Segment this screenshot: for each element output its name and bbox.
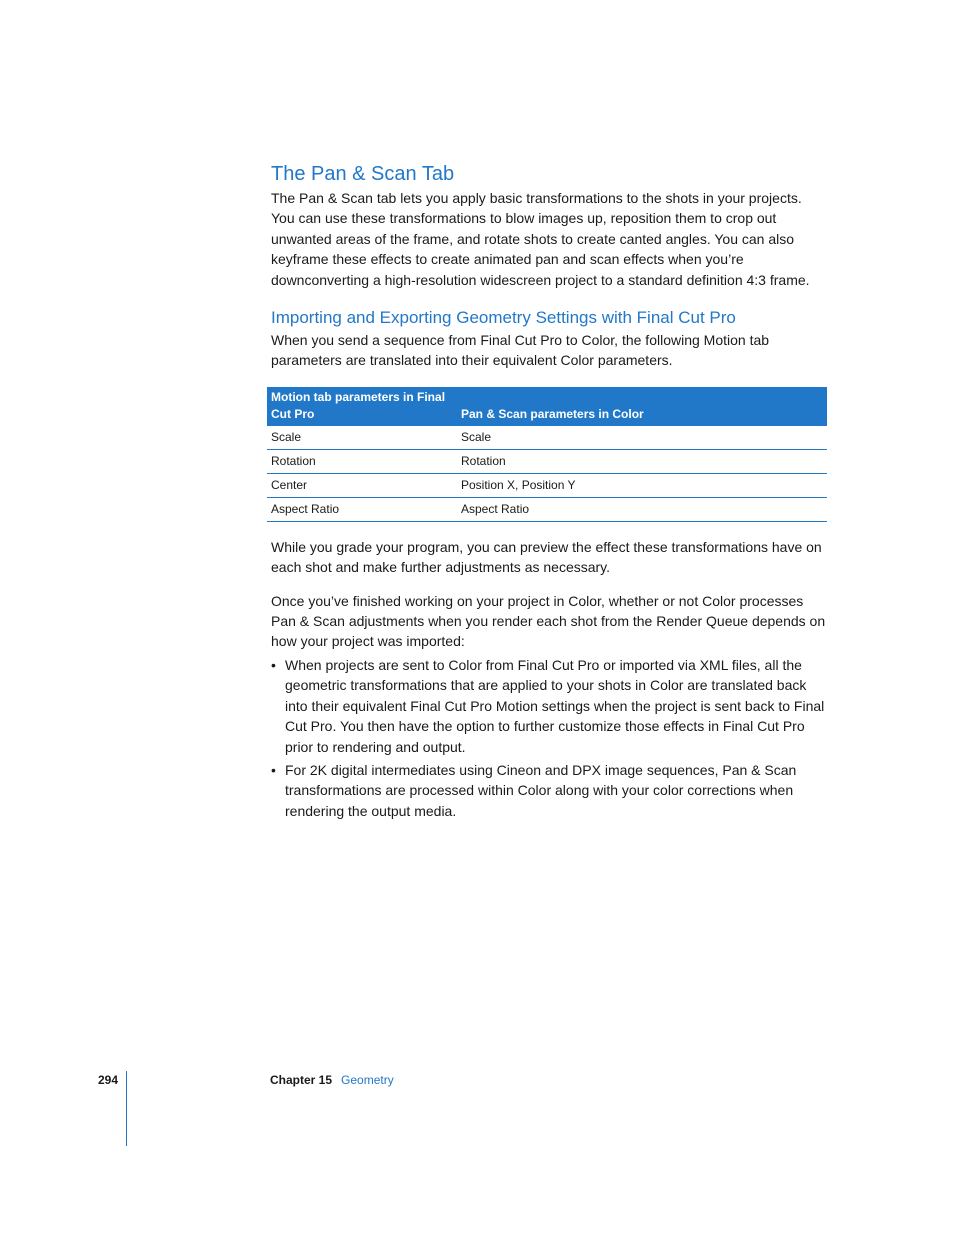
- footer-divider: [126, 1071, 127, 1146]
- table-cell: Aspect Ratio: [267, 497, 457, 521]
- list-item: [271, 655, 827, 757]
- list-item: [271, 760, 827, 821]
- list-item-text: For 2K digital intermediates using Cineon and DPX image sequences, Pan & Scan transformations are processed within Color along with your color corrections when rendering the output media.: [285, 761, 797, 819]
- list-item-text: When projects are sent to Color from Final Cut Pro or imported via XML files, all the geometric transformations that are applied to your shots in Color are translated back into their equivalent Final Cut Pro Motion settings when the project is sent back to Final Cut Pro. You then have the option to further customize those effects in Final Cut Pro prior to rendering and output.: [285, 656, 825, 755]
- subsection-intro: When you send a sequence from Final Cut Pro to Color, the following Motion tab parameters are translated into their equivalent Color parameters.: [271, 332, 770, 369]
- table-cell: Scale: [457, 426, 827, 450]
- footer-chapter: [270, 1073, 394, 1087]
- body-paragraph-1: While you grade your program, you can preview the effect these transformations have on each shot and make further adjustments as necessary.: [271, 538, 822, 576]
- table-cell: Aspect Ratio: [457, 497, 827, 521]
- page-content: [271, 160, 827, 824]
- page-number: 294: [98, 1073, 119, 1087]
- table-cell: Rotation: [457, 449, 827, 473]
- table-cell: Scale: [267, 426, 457, 450]
- section-intro: The Pan & Scan tab lets you apply basic transformations to the shots in your projects. You can use these transformations to blow images up, reposition them to crop out unwanted areas of the frame, and rotate shots to create canted angles. You can also keyframe these effects to create animated pan and scan effects when you’re downconverting a high-resolution widescreen project to a standard definition 4:3 frame.: [271, 190, 810, 288]
- section-title: The Pan & Scan Tab: [271, 163, 455, 185]
- table-header-fcp: Motion tab parameters in Final Cut Pro: [267, 387, 457, 426]
- bullet-list: [271, 655, 827, 821]
- bullet-icon: •: [271, 656, 276, 673]
- footer-chapter-title: Geometry: [341, 1073, 394, 1087]
- table-row: [267, 497, 827, 521]
- table-cell: Center: [267, 473, 457, 497]
- footer-chapter-label: Chapter 15: [270, 1073, 333, 1087]
- table-row: [267, 473, 827, 497]
- table-cell: Position X, Position Y: [457, 473, 827, 497]
- bullet-icon: •: [271, 761, 276, 778]
- subsection-title: Importing and Exporting Geometry Settings with Final Cut Pro: [271, 308, 736, 328]
- table-header-color: Pan & Scan parameters in Color: [457, 387, 827, 426]
- table-cell: Rotation: [267, 449, 457, 473]
- parameters-table: [267, 387, 827, 522]
- body-paragraph-2: Once you’ve finished working on your project in Color, whether or not Color processes Pan & Scan adjustments when you render each shot from the Render Queue depends on how your project was imported:: [271, 592, 826, 650]
- table-header-row: [267, 387, 827, 426]
- table-row: [267, 449, 827, 473]
- table-row: [267, 426, 827, 450]
